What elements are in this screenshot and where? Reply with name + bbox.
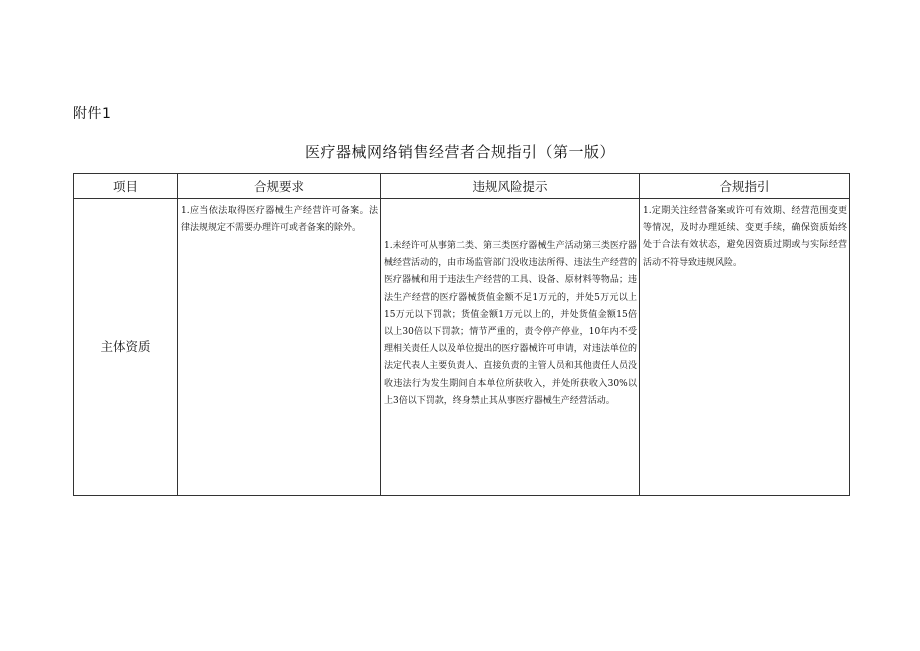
document-title: 医疗器械网络销售经营者合规指引（第一版）	[304, 143, 615, 161]
row-requirement: 1.应当依法取得医疗器械生产经营许可备案。法律法规规定不需要办理许可或者备案的除外。	[181, 206, 378, 234]
header-requirement: 合规要求	[178, 174, 381, 199]
attachment-label: 附件1	[73, 106, 112, 122]
row-risk: 1.未经许可从事第二类、第三类医疗器械生产活动第三类医疗器械经营活动的，由市场监管部门没收违法所得、违法生产经营的医疗器械和用于违法生产经营的工具、设备、原材料等物品；违法生产经营的医疗器械货值金额不足1万元的，并处5万元以上15万元以下罚款；货值金额1万元以上的，并处货值金额15倍以上30倍以下罚款；情节严重的，责令停产停业，10年内不受理相关责任人以及单位提出的医疗器械许可申请，对违法单位的法定代表人主要负责人、直接负责的主管人员和其他责任人员没收违法行为发生期间自本单位所获收入，并处所获收入30%以上3倍以下罚款，终身禁止其从事医疗器械生产经营活动。	[384, 241, 637, 406]
header-risk: 违规风险提示	[381, 174, 640, 199]
row-requirement-cell	[178, 199, 381, 496]
header-guidance: 合规指引	[640, 174, 850, 199]
row-guidance-cell	[640, 199, 850, 496]
compliance-table	[73, 173, 850, 496]
row-category: 主体资质	[74, 199, 178, 496]
table-row	[74, 199, 850, 496]
table-header-row	[74, 174, 850, 199]
header-item: 项目	[74, 174, 178, 199]
row-guidance: 1.定期关注经营备案或许可有效期、经营范围变更等情况，及时办理延续、变更手续，确保资质始终处于合法有效状态，避免因资质过期或与实际经营活动不符导致违规风险。	[643, 206, 847, 268]
row-risk-cell	[381, 199, 640, 496]
